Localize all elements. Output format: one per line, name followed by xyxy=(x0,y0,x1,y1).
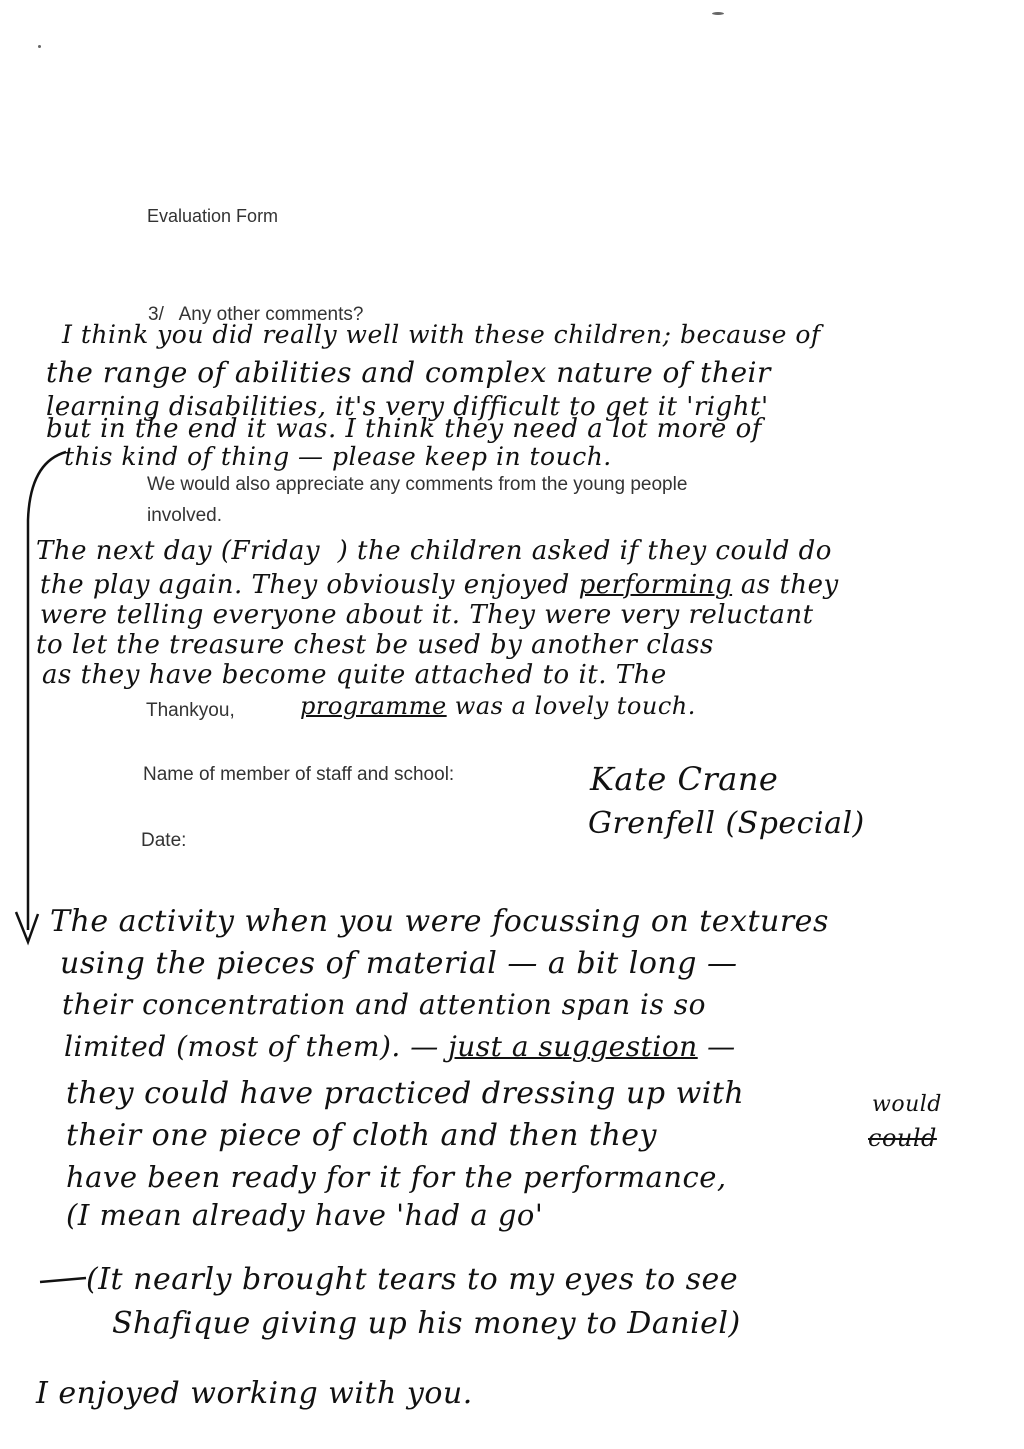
young-line-2b: as they xyxy=(740,570,839,600)
staff-label: Name of member of staff and school: xyxy=(143,764,455,785)
comment-line-2: the range of abilities and complex nature of their xyxy=(46,356,771,389)
extra-line-4-text: limited (most of them). xyxy=(64,1030,401,1063)
young-line-6b: was a lovely touch. xyxy=(454,692,696,720)
programme-underlined: programme xyxy=(300,692,447,720)
dash-separator: — xyxy=(707,1030,736,1063)
extra-line-2: using the pieces of material — a bit long — xyxy=(60,946,738,981)
young-line-4: to let the treasure chest be used by another class xyxy=(36,630,714,660)
young-line-1: The next day (Friday ) the children asked if they could do xyxy=(36,536,832,566)
aside-dash xyxy=(40,1278,86,1282)
aside-line-1: (It nearly brought tears to my eyes to see xyxy=(86,1262,739,1297)
extra-line-8: (I mean already have 'had a go' xyxy=(66,1198,544,1232)
young-line-5: as they have become quite attached to it. The xyxy=(42,660,667,690)
young-line-3: were telling everyone about it. They were very reluctant xyxy=(40,600,814,630)
comment-line-5: this kind of thing — please keep in touch. xyxy=(64,442,612,471)
struck-word-could: could xyxy=(868,1124,937,1152)
closing-line: I enjoyed working with you. xyxy=(36,1376,473,1411)
question-3: 3/ Any other comments? xyxy=(148,304,364,325)
thankyou-label: Thankyou, xyxy=(146,700,235,721)
aside-line-2: Shafique giving up his money to Daniel) xyxy=(112,1306,741,1341)
young-line-2a: the play again. They obviously enjoyed xyxy=(40,570,570,600)
form-title: Evaluation Form xyxy=(147,206,279,226)
just-a-suggestion: just a suggestion xyxy=(448,1030,698,1063)
school-name-signature: Grenfell (Special) xyxy=(588,806,865,841)
staff-name-signature: Kate Crane xyxy=(590,760,779,798)
extra-line-3: their concentration and attention span is so xyxy=(62,988,707,1021)
comment-line-1: I think you did really well with these children; because of xyxy=(62,320,821,349)
extra-line-5: they could have practiced dressing up with xyxy=(66,1076,745,1111)
appreciate-line-1: We would also appreciate any comments from the young people xyxy=(147,474,688,495)
comment-line-3: learning disabilities, it's very difficult to get it 'right' xyxy=(46,392,769,422)
margin-arrow xyxy=(28,452,66,930)
appreciate-line-2: involved. xyxy=(147,505,222,526)
performing-underlined: performing xyxy=(578,570,733,600)
extra-line-6: their one piece of cloth and then they xyxy=(66,1118,658,1153)
comment-line-4: but in the end it was. I think they need a lot more of xyxy=(46,414,762,444)
date-label: Date: xyxy=(141,830,187,851)
dash-separator: — xyxy=(410,1030,439,1063)
insert-word-would: would xyxy=(872,1092,942,1117)
extra-line-7: have been ready for it for the performance, xyxy=(66,1160,727,1194)
extra-line-1: The activity when you were focussing on textures xyxy=(50,904,829,939)
